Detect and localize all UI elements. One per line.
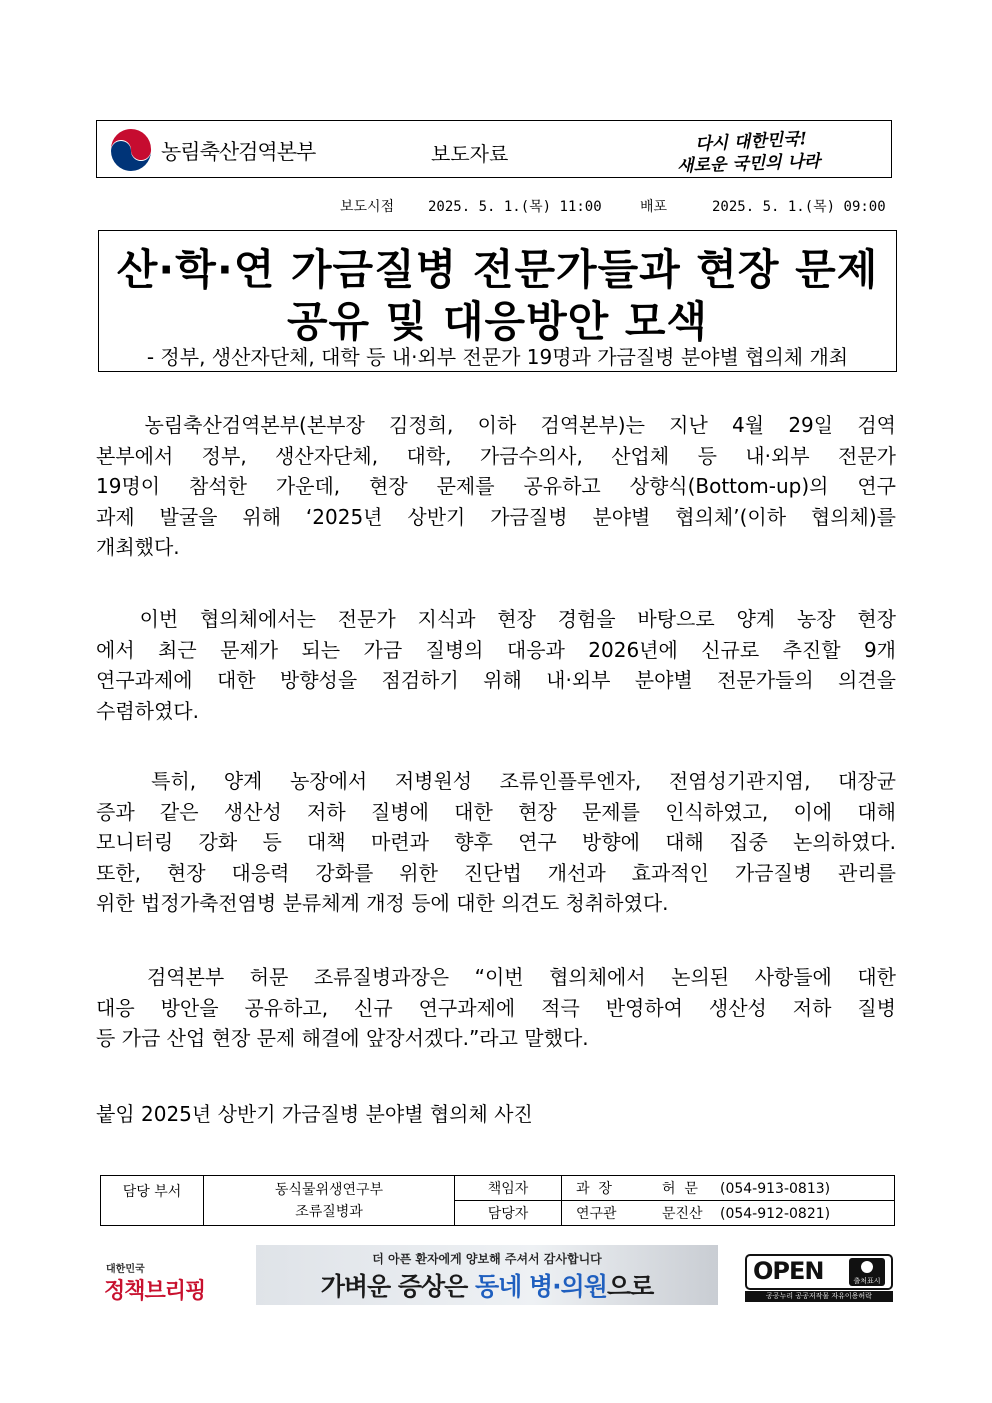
contact-name: 문진산 bbox=[662, 1206, 703, 1222]
role-cell: 담당자 bbox=[455, 1201, 562, 1226]
slogan-line-1: 다시 대한민국! bbox=[694, 129, 808, 155]
policy-briefing-logo[interactable] bbox=[104, 1260, 214, 1310]
open-license-badge[interactable] bbox=[745, 1254, 893, 1302]
open-label: OPEN bbox=[753, 1257, 824, 1285]
paragraph-line: 모니터링 강화 등 대책 마련과 향후 연구 방향에 대해 집중 논의하였다. bbox=[96, 830, 896, 854]
paragraph-line: 농림축산검역본부(본부장 김정희, 이하 검역본부)는 지난 4월 29일 검역 bbox=[96, 413, 896, 437]
paragraph-line: 19명이 참석한 가운데, 현장 문제를 공유하고 상향식(Bottom-up)의 연구 bbox=[96, 474, 896, 498]
government-emblem-icon bbox=[107, 127, 155, 175]
paragraph-line: 이번 협의체에서는 전문가 지식과 현장 경험을 바탕으로 양계 농장 현장 bbox=[96, 607, 896, 631]
paragraph-line: 또한, 현장 대응력 강화를 위한 진단법 개선과 효과적인 가금질병 관리를 bbox=[96, 860, 896, 885]
paragraph-line: 증과 같은 생산성 저하 질병에 대한 현장 문제를 인식하였고, 이에 대해 bbox=[96, 799, 896, 824]
dept-label-cell: 담당 부서 bbox=[101, 1176, 204, 1226]
paragraph-line: 등 가금 산업 현장 문제 해결에 앞장서겠다.”라고 말했다. bbox=[96, 1026, 589, 1050]
release-time-label: 보도시점 bbox=[340, 199, 395, 215]
contact-cell bbox=[562, 1201, 895, 1226]
dept-cell bbox=[204, 1176, 455, 1226]
distribution-label: 배포 bbox=[640, 199, 668, 215]
contact-title: 연구관 bbox=[576, 1206, 617, 1222]
brief-small-text: 대한민국 bbox=[106, 1264, 145, 1275]
paragraph-1 bbox=[96, 410, 896, 563]
paragraph-line: 특히, 양계 농장에서 저병원성 조류인플루엔자, 전염성기관지염, 대장균 bbox=[96, 769, 896, 793]
contact-phone: (054-913-0813) bbox=[720, 1181, 831, 1197]
release-time-value: 2025. 5. 1.(목) 11:00 bbox=[428, 199, 602, 215]
headline-line-2: 공유 및 대응방안 모색 bbox=[286, 297, 708, 346]
paragraph-line: 위한 법정가축전염병 분류체계 개정 등에 대한 의견도 청취하였다. bbox=[96, 891, 669, 915]
banner-text-c: 으로 bbox=[606, 1272, 654, 1301]
slogan-line-2: 새로운 국민의 나라 bbox=[676, 151, 821, 177]
contact-phone: (054-912-0821) bbox=[720, 1206, 831, 1222]
paragraph-line: 과제 발굴을 위해 ‘2025년 상반기 가금질병 분야별 협의체’(이하 협의체)를 bbox=[96, 504, 896, 529]
slogan bbox=[673, 123, 869, 175]
paragraph-2 bbox=[96, 604, 896, 726]
press-release-label: 보도자료 bbox=[431, 142, 509, 166]
paragraph-4 bbox=[96, 962, 896, 1054]
contact-cell bbox=[562, 1176, 895, 1201]
headline-line-1: 산·학·연 가금질병 전문가들과 현장 문제 bbox=[116, 245, 879, 294]
banner-text-b: 동네 병·의원 bbox=[475, 1272, 607, 1301]
paragraph-line: 개최했다. bbox=[96, 535, 180, 559]
attribution-label: 출처표시 bbox=[853, 1277, 881, 1285]
subheadline: - 정부, 생산자단체, 대학 등 내·외부 전문가 19명과 가금질병 분야별 협의체 개최 bbox=[146, 345, 849, 369]
distribution-value: 2025. 5. 1.(목) 09:00 bbox=[712, 199, 886, 215]
contact-title: 과 장 bbox=[576, 1181, 612, 1197]
brief-big-text: 정책브리핑 bbox=[104, 1279, 206, 1304]
dept-name: 동식물위생연구부 bbox=[274, 1181, 384, 1198]
campaign-banner[interactable] bbox=[256, 1245, 718, 1305]
contact-table bbox=[100, 1175, 895, 1226]
open-sub-label: 공공누리 공공저작물 자유이용허락 bbox=[745, 1291, 893, 1302]
paragraph-line: 대응 방안을 공유하고, 신규 연구과제에 적극 반영하여 생산성 저하 질병 bbox=[96, 995, 896, 1020]
division-name: 조류질병과 bbox=[295, 1203, 363, 1220]
header-box bbox=[96, 120, 892, 178]
title-box bbox=[98, 230, 897, 372]
banner-main-text bbox=[256, 1267, 718, 1303]
paragraph-line: 에서 최근 문제가 되는 가금 질병의 대응과 2026년에 신규로 추진할 9개 bbox=[96, 637, 896, 662]
attachment-note: 붙임 2025년 상반기 가금질병 분야별 협의체 사진 bbox=[96, 1102, 533, 1126]
attribution-icon bbox=[849, 1258, 885, 1286]
role-cell: 책임자 bbox=[455, 1176, 562, 1201]
paragraph-line: 수렴하였다. bbox=[96, 698, 199, 723]
paragraph-line: 검역본부 허문 조류질병과장은 “이번 협의체에서 논의된 사항들에 대한 bbox=[96, 965, 896, 989]
paragraph-line: 연구과제에 대한 방향성을 점검하기 위해 내·외부 분야별 전문가들의 의견을 bbox=[96, 668, 896, 692]
banner-text-a: 가벼운 증상은 bbox=[320, 1272, 476, 1301]
contact-name: 허 문 bbox=[662, 1181, 698, 1197]
banner-top-text: 더 아픈 환자에게 양보해 주셔서 감사합니다 bbox=[372, 1252, 602, 1266]
paragraph-3 bbox=[96, 766, 896, 919]
paragraph-line: 본부에서 정부, 생산자단체, 대학, 가금수의사, 산업체 등 내·외부 전문가 bbox=[96, 443, 896, 468]
organization-name: 농림축산검역본부 bbox=[161, 140, 316, 164]
